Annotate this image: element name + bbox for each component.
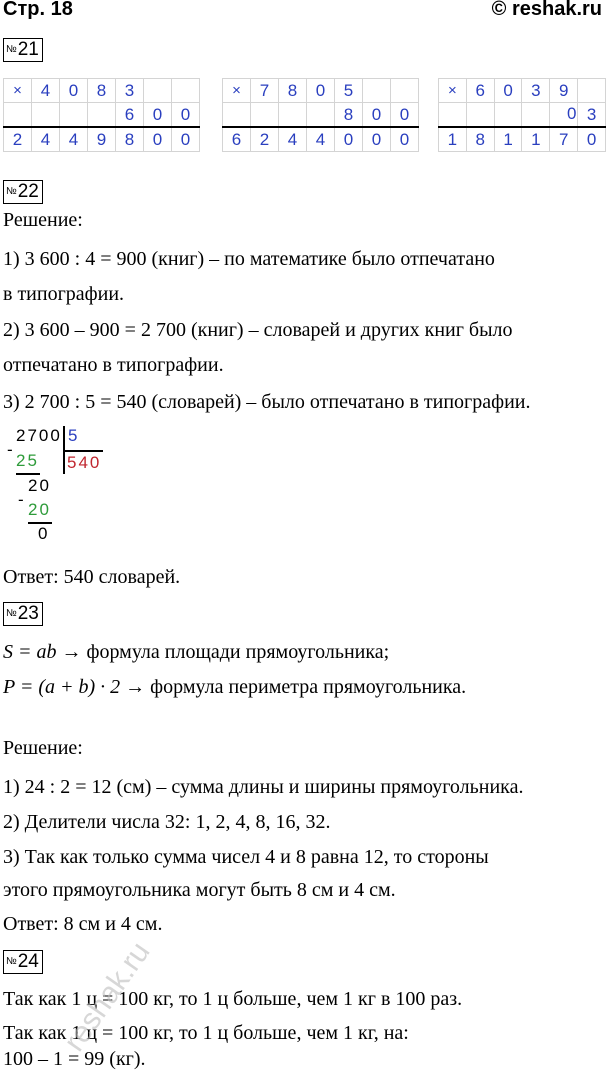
multiplication-table-2: × 7 8 0 5 8 0 0 6 2 4 4 0 0 0 (222, 78, 419, 152)
answer-23: Ответ: 8 см и 4 см. (3, 913, 163, 935)
formula-perimeter: P = (a + b) · 2 → формула периметра прямоугольника. (3, 676, 467, 698)
dividend: 2700 (16, 426, 62, 445)
task-24-number: №24 (3, 950, 43, 974)
step-text: 1) 24 : 2 = 12 (см) – сумма длины и ширины прямоугольника. (3, 776, 524, 798)
task-23-number: №23 (3, 602, 43, 626)
subtrahend-2: 20 (28, 500, 51, 519)
minus-sign: - (18, 490, 26, 509)
page-number: Стр. 18 (3, 0, 73, 20)
step-text: 2) Делители числа 32: 1, 2, 4, 8, 16, 32. (3, 811, 331, 833)
divisor: 5 (68, 426, 80, 445)
task-24-text: Так как 1 ц = 100 кг, то 1 ц больше, чем 1 кг в 100 раз. (3, 988, 463, 1010)
step-text: отпечатано в типографии. (3, 354, 224, 376)
answer-22: Ответ: 540 словарей. (3, 566, 181, 588)
step-text: в типографии. (3, 283, 125, 305)
solution-heading: Решение: (3, 209, 83, 231)
step-text: 2) 3 600 – 900 = 2 700 (книг) – словарей и других книг было (3, 319, 513, 341)
step-text: 1) 3 600 : 4 = 900 (книг) – по математике было отпечатано (3, 248, 495, 270)
remainder-2: 0 (38, 524, 50, 543)
task-24-text: 100 – 1 = 99 (кг). (3, 1048, 146, 1070)
task-21-number: №21 (3, 38, 43, 62)
multiply-sign: × (4, 79, 32, 103)
formula-area: S = ab → формула площади прямоугольника; (3, 641, 390, 663)
underline-1 (16, 473, 40, 475)
step-text: 3) Так как только сумма чисел 4 и 8 равна 12, то стороны (3, 846, 489, 868)
quotient: 540 (67, 453, 102, 472)
watermark: reshak.ru (57, 936, 157, 1058)
task-22-number: №22 (3, 180, 43, 204)
minus-sign: - (7, 440, 15, 459)
multiply-sign: × (223, 79, 251, 103)
divisor-underline (63, 450, 103, 452)
step-text: 3) 2 700 : 5 = 540 (словарей) – было отпечатано в типографии. (3, 391, 531, 413)
task-24-text: Так как 1 ц = 100 кг, то 1 ц больше, чем 1 кг, на: (3, 1022, 409, 1044)
table-3-last-digit: 0 (567, 104, 577, 123)
step-text: этого прямоугольника могут быть 8 см и 4 см. (3, 879, 396, 901)
multiplication-table-1: × 4 0 8 3 6 0 0 2 4 4 9 8 0 0 (3, 78, 200, 152)
remainder-1: 20 (28, 476, 51, 495)
solution-heading: Решение: (3, 737, 83, 759)
site-credit: © reshak.ru (491, 0, 602, 20)
multiply-sign: × (439, 79, 467, 103)
multiplication-table-3: × 6 0 3 9 3 1 8 1 1 7 0 (438, 78, 606, 152)
subtrahend-1: 25 (16, 451, 39, 470)
